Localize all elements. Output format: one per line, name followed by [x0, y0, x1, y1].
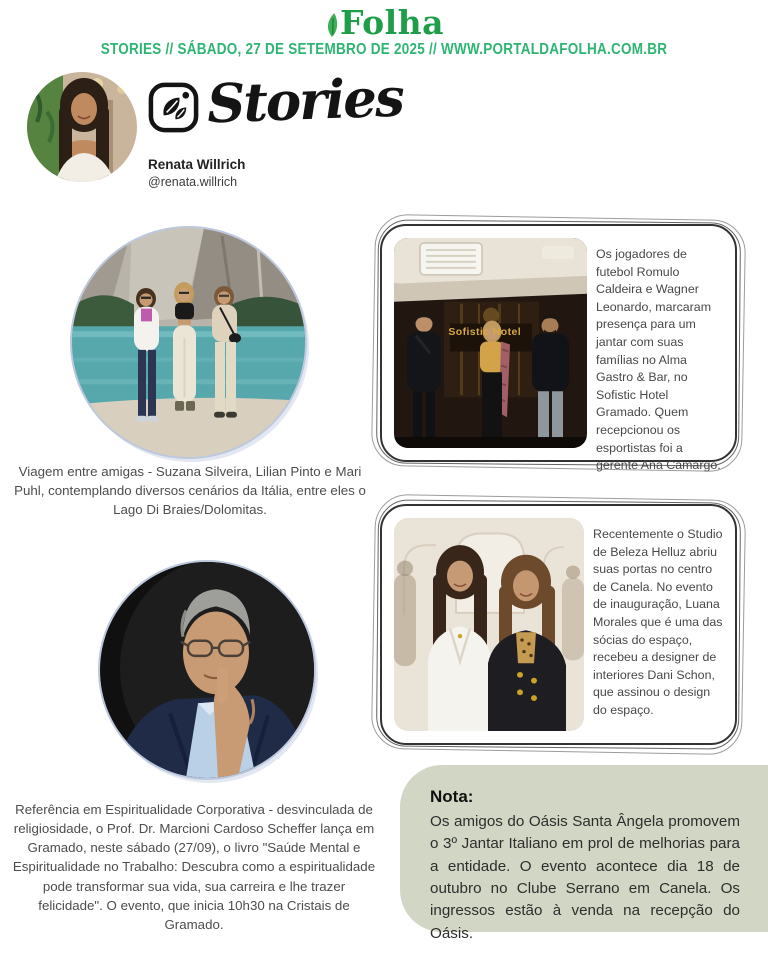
photo-sofistic-dinner	[394, 238, 587, 448]
columnist-name: Renata Willrich	[148, 157, 246, 172]
stories-leaf-badge-icon	[147, 81, 200, 134]
sofistic-dinner-illustration	[394, 238, 587, 448]
leaf-icon	[324, 11, 343, 39]
date-tagline: STORIES // SÁBADO, 27 DE SETEMBRO DE 2025 // WWW.PORTALDAFOLHA.COM.BR	[100, 39, 668, 58]
nota-body: Os amigos do Oásis Santa Ângela promovem o 3º Jantar Italiano em prol de melhorias para a entidade. O evento acontece dia 18 de outubro no Clube Serrano em Canela. Os ingressos estão à venda na recepção do Oásis.	[430, 813, 740, 942]
nota-title: Nota:	[430, 787, 474, 806]
card-salon-text: Recentemente o Studio de Beleza Helluz abriu suas portas no centro de Canela. No evento de inauguração, Luana Morales que é uma das sócias do espaço, recebeu a designer de interiores Dani Schon, que assinou o design do espaço.	[593, 527, 723, 718]
photo-professor-portrait	[98, 560, 316, 780]
columnist-photo	[27, 72, 137, 182]
card-salon-opening	[380, 504, 737, 745]
folha-logo	[324, 3, 444, 42]
salon-opening-illustration	[394, 518, 584, 731]
columnist-avatar	[27, 72, 137, 182]
photo-lake-trip	[70, 226, 307, 459]
card-sofistic-text: Os jogadores de futebol Romulo Caldeira e Wagner Leonardo, marcaram presença para um jantar com suas famílias no Alma Gastro & Bar, no Sofistic Hotel Gramado. Quem recepcionou os esportistas foi a gerente Ana Camargo.	[596, 247, 721, 473]
professor-portrait-illustration	[100, 562, 314, 778]
section-title: Stories	[205, 66, 404, 136]
photo-salon-opening	[394, 518, 584, 731]
header	[0, 3, 768, 42]
sofistic-sign-text: Sofistic Hotel	[448, 326, 522, 339]
card-sofistic-dinner	[380, 224, 737, 473]
caption-lake-trip: Viagem entre amigas - Suzana Silveira, Lilian Pinto e Mari Puhl, contemplando diversos cenários da Itália, entre eles o Lago Di Braies/Dolomitas.	[14, 464, 366, 518]
nota-box	[400, 765, 768, 942]
logo-text: Folha	[339, 3, 445, 42]
columnist-handle: @renata.willrich	[148, 175, 238, 189]
caption-professor: Referência em Espiritualidade Corporativa - desvinculada de religiosidade, o Prof. Dr. Marcioni Cardoso Scheffer lança em Gramado, neste sábado (27/09), o livro "Saúde Mental e Espiritualidade no Trabalho: Descubra como a espiritualidade pode transformar sua vida, sua carreira e lhe trazer felicidade". O evento, que inicia 10h30 na Cristais de Gramado.	[12, 802, 376, 932]
lake-trip-illustration	[72, 228, 305, 457]
